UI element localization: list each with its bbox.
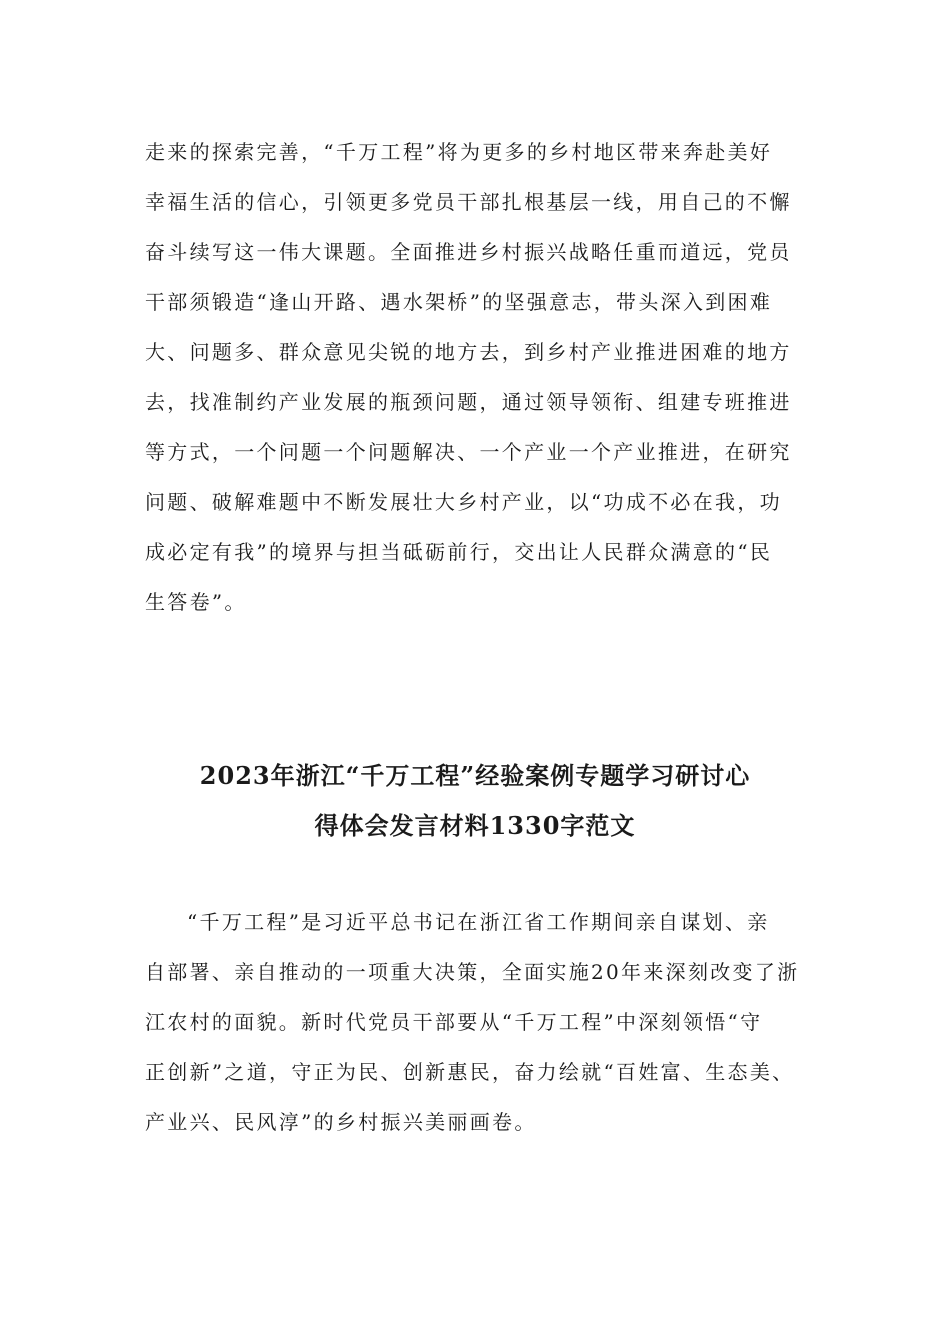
paragraph-line: 幸福生活的信心，引领更多党员干部扎根基层一线，用自己的不懈 <box>145 190 792 214</box>
paragraph-line: 奋斗续写这一伟大课题。全面推进乡村振兴战略任重而道远，党员 <box>145 240 792 264</box>
paragraph-line: 问题、破解难题中不断发展壮大乡村产业，以“功成不必在我，功 <box>145 490 782 514</box>
paragraph-line: 去，找准制约产业发展的瓶颈问题，通过领导领衔、组建专班推进 <box>145 390 792 414</box>
paragraph-line: 走来的探索完善，“千万工程”将为更多的乡村地区带来奔赴美好 <box>145 140 773 164</box>
paragraph-line: 大、问题多、群众意见尖锐的地方去，到乡村产业推进困难的地方 <box>145 340 792 364</box>
section-title-line: 2023年浙江“千万工程”经验案例专题学习研讨心 <box>199 761 751 790</box>
paragraph-line: 产业兴、民风淳”的乡村振兴美丽画卷。 <box>145 1110 537 1134</box>
paragraph-line: 生答卷”。 <box>145 590 247 614</box>
paragraph-line: 自部署、亲自推动的一项重大决策，全面实施20年来深刻改变了浙 <box>145 960 800 984</box>
paragraph-line: “千万工程”是习近平总书记在浙江省工作期间亲自谋划、亲 <box>187 910 770 934</box>
paragraph-line: 等方式，一个问题一个问题解决、一个产业一个产业推进，在研究 <box>145 440 792 464</box>
paragraph-line: 江农村的面貌。新时代党员干部要从“千万工程”中深刻领悟“守 <box>145 1010 763 1034</box>
section-title-line: 得体会发言材料1330字范文 <box>314 811 636 840</box>
paragraph-line: 正创新”之道，守正为民、创新惠民，奋力绘就“百姓富、生态美、 <box>145 1060 795 1084</box>
paragraph-line: 干部须锻造“逢山开路、遇水架桥”的坚强意志，带头深入到困难 <box>145 290 773 314</box>
paragraph-line: 成必定有我”的境界与担当砥砺前行，交出让人民群众满意的“民 <box>145 540 773 564</box>
